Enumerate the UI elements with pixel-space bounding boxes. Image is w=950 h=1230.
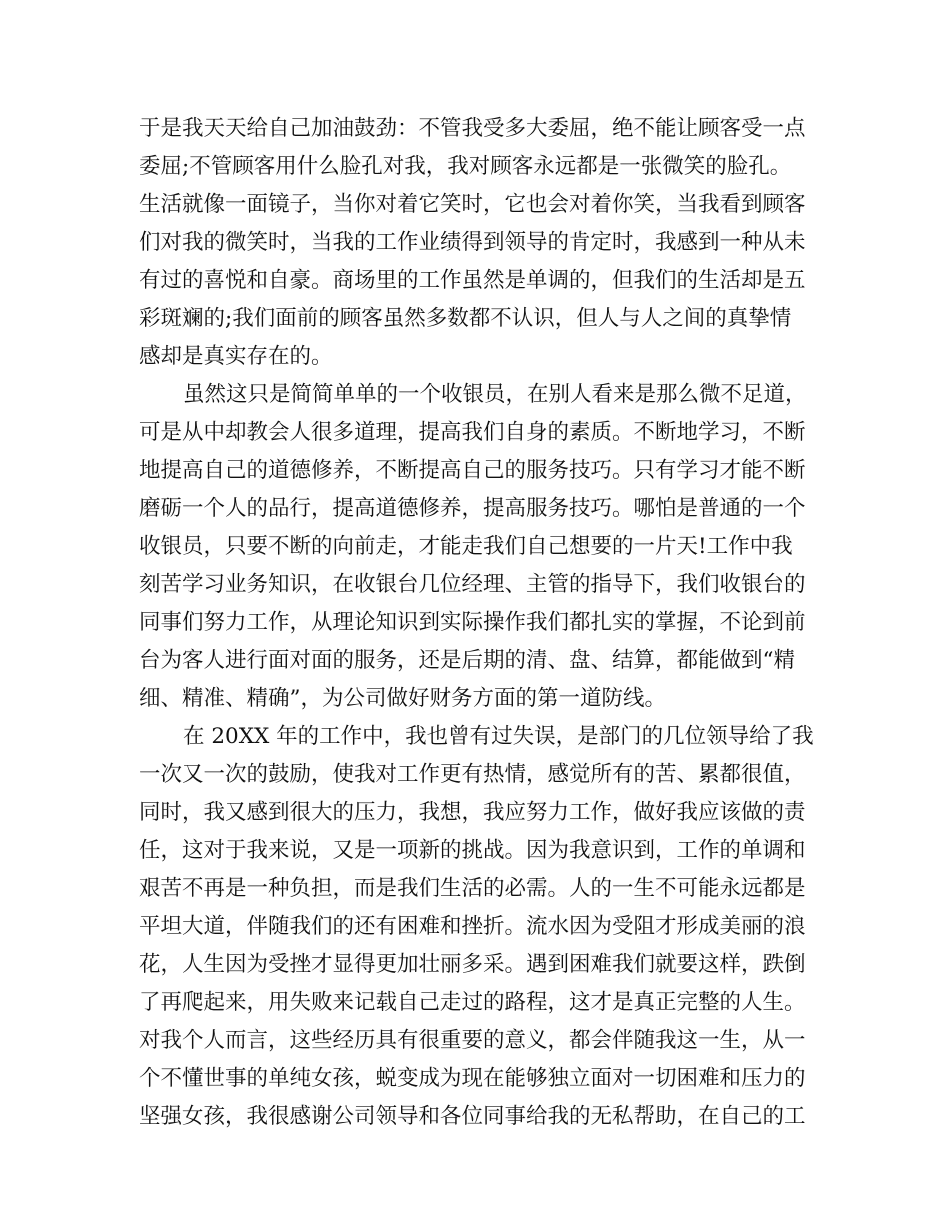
text-line: 收银员，只要不断的向前走，才能走我们自己想要的一片天!工作中我 <box>139 534 793 559</box>
text-line: 委屈;不管顾客用什么脸孔对我，我对顾客永远都是一张微笑的脸孔。 <box>139 154 792 179</box>
text-line: 坚强女孩，我很感谢公司领导和各位同事给我的无私帮助，在自己的工 <box>139 1104 806 1129</box>
text-line: 了再爬起来，用失败来记载自己走过的路程，这才是真正完整的人生。 <box>139 990 806 1015</box>
text-line: 同事们努力工作，从理论知识到实际操作我们都扎实的掌握，不论到前 <box>139 610 806 635</box>
text-line: 于是我天天给自己加油鼓劲：不管我受多大委屈，绝不能让顾客受一点 <box>139 116 806 141</box>
text-line: 细、精准、精确”，为公司做好财务方面的第一道防线。 <box>139 686 666 711</box>
text-line: 虽然这只是简简单单的一个收银员，在别人看来是那么微不足道， <box>183 382 807 407</box>
text-line: 任，这对于我来说，又是一项新的挑战。因为我意识到，工作的单调和 <box>139 838 806 863</box>
text-line: 彩斑斓的;我们面前的顾客虽然多数都不认识，但人与人之间的真挚情 <box>139 306 792 331</box>
text-line: 对我个人而言，这些经历具有很重要的意义，都会伴随我这一生，从一 <box>139 1028 806 1053</box>
text-line: 有过的喜悦和自豪。商场里的工作虽然是单调的，但我们的生活却是五 <box>139 268 806 293</box>
text-line: 磨砺一个人的品行，提高道德修养，提高服务技巧。哪怕是普通的一个 <box>139 496 806 521</box>
text-line: 地提高自己的道德修养，不断提高自己的服务技巧。只有学习才能不断 <box>139 458 806 483</box>
text-line: 同时，我又感到很大的压力，我想，我应努力工作，做好我应该做的责 <box>139 800 806 825</box>
text-line: 一次又一次的鼓励，使我对工作更有热情，感觉所有的苦、累都很值， <box>139 762 806 787</box>
text-line: 平坦大道，伴随我们的还有困难和挫折。流水因为受阻才形成美丽的浪 <box>139 914 806 939</box>
text-line: 生活就像一面镜子，当你对着它笑时，它也会对着你笑，当我看到顾客 <box>139 192 806 217</box>
text-line: 们对我的微笑时，当我的工作业绩得到领导的肯定时，我感到一种从未 <box>139 230 806 255</box>
text-line: 可是从中却教会人很多道理，提高我们自身的素质。不断地学习，不断 <box>139 420 806 445</box>
text-line: 个不懂世事的单纯女孩，蜕变成为现在能够独立面对一切困难和压力的 <box>139 1066 806 1091</box>
text-line: 花，人生因为受挫才显得更加壮丽多采。遇到困难我们就要这样，跌倒 <box>139 952 806 977</box>
text-line: 台为客人进行面对面的服务，还是后期的清、盘、结算，都能做到“精 <box>139 648 795 673</box>
text-line: 刻苦学习业务知识，在收银台几位经理、主管的指导下，我们收银台的 <box>139 572 806 597</box>
text-line: 感却是真实存在的。 <box>139 344 333 369</box>
text-line: 艰苦不再是一种负担，而是我们生活的必需。人的一生不可能永远都是 <box>139 876 806 901</box>
text-line: 在 20XX 年的工作中，我也曾有过失误，是部门的几位领导给了我 <box>183 724 814 749</box>
